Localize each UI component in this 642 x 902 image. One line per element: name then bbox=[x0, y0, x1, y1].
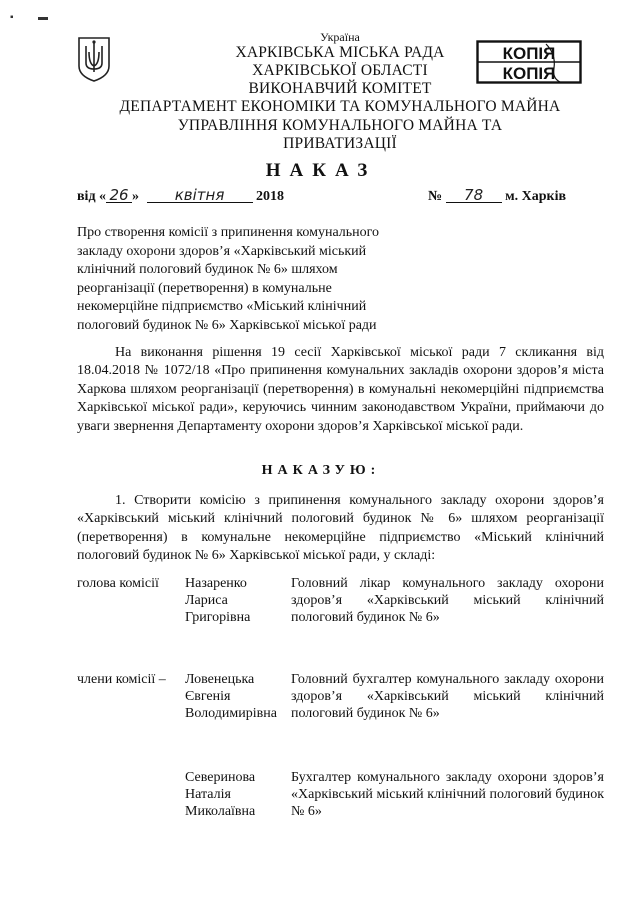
subject-line: Про створення комісії з припинення комунального bbox=[77, 225, 380, 240]
subject-line: закладу охорони здоров’я «Харківський міський bbox=[77, 243, 367, 259]
stamp-text: КОПІЯ bbox=[502, 44, 556, 63]
subject-line: пологовий будинок № 6» Харківської міської ради bbox=[77, 317, 377, 333]
header-department: ДЕПАРТАМЕНТ ЕКОНОМІКИ ТА КОМУНАЛЬНОГО МАЙНА bbox=[119, 98, 561, 115]
member-patronymic: Миколаївна bbox=[185, 803, 256, 819]
document-title: НАКАЗ bbox=[265, 160, 377, 181]
place: м. Харків bbox=[505, 189, 567, 204]
preamble-paragraph: На виконання рішення 19 сесії Харківської міської ради 7 скликання від 18.04.2018 № 1072/18 «Про припинення комунальних закладів охорони здоров’я міста Харкова шляхом реорганізації (перетворення) в комунальні некомерційні підприємства Харківської міської ради», керуючись чинним законодавством України, приймаючи до уваги звернення Департаменту охорони здоров’я Харківської міської ради. bbox=[77, 345, 604, 434]
member-position: Головний бухгалтер комунального закладу охорони здоров’я «Харківський міський клінічний пологовий будинок № 6» bbox=[291, 672, 604, 721]
order-heading: НАКАЗУЮ: bbox=[261, 463, 381, 478]
member-name bbox=[185, 770, 290, 820]
header-country: Україна bbox=[320, 30, 360, 44]
subject-line: некомерційне підприємство «Міський клінічний bbox=[77, 299, 367, 315]
member-position: Бухгалтер комунального закладу охорони здоров’я «Харківський міський клінічний пологовий будинок № 6» bbox=[291, 770, 604, 819]
member-first-name: Лариса bbox=[185, 592, 228, 608]
member-surname: Ловенецька bbox=[185, 672, 255, 687]
copy-stamp bbox=[476, 40, 582, 84]
member-patronymic: Володимирівна bbox=[185, 705, 277, 721]
header-directorate: УПРАВЛІННЯ КОМУНАЛЬНОГО МАЙНА ТА bbox=[177, 117, 503, 134]
stamp-text: КОПІЯ bbox=[502, 64, 556, 83]
header-region: ХАРКІВСЬКОЇ ОБЛАСТІ bbox=[252, 62, 428, 79]
member-first-name: Євгенія bbox=[185, 688, 231, 704]
member-patronymic: Григорівна bbox=[185, 609, 251, 625]
member-first-name: Наталія bbox=[185, 786, 231, 802]
order-subject bbox=[77, 224, 407, 336]
scan-mark: ▪ bbox=[10, 12, 14, 23]
number-value: 78 bbox=[446, 188, 502, 203]
date-year: 2018 bbox=[256, 189, 285, 204]
subject-line: клінічний пологовий будинок № 6» шляхом bbox=[77, 262, 338, 278]
member-role: голова комісії bbox=[77, 576, 159, 591]
header-directorate-cont: ПРИВАТИЗАЦІЇ bbox=[283, 135, 397, 152]
order-number bbox=[428, 188, 566, 205]
order-date bbox=[77, 188, 284, 205]
subject-line: реорганізації (перетворення) в комунальне bbox=[77, 280, 332, 296]
number-label: № bbox=[428, 189, 443, 204]
item-1-paragraph: 1. Створити комісію з припинення комунального закладу охорони здоров’я «Харківський міський клінічний пологовий будинок № 6» шляхом реорганізації (перетворення) в комунальне некомерційне підприємство «Міський клінічний пологовий будинок № 6» Харківської міської ради, у складі: bbox=[77, 493, 604, 564]
member-name bbox=[185, 672, 290, 722]
date-month: квітня bbox=[147, 188, 253, 203]
member-name bbox=[185, 576, 290, 626]
member-role: члени комісії – bbox=[77, 672, 166, 687]
scan-mark: ▬ bbox=[38, 12, 48, 23]
header-city-council: ХАРКІВСЬКА МІСЬКА РАДА bbox=[235, 44, 445, 61]
date-mid: » bbox=[132, 189, 140, 204]
header-executive-committee: ВИКОНАВЧИЙ КОМІТЕТ bbox=[248, 80, 432, 97]
member-surname: Назаренко bbox=[185, 576, 247, 591]
member-surname: Северинова bbox=[185, 770, 256, 785]
member-position: Головний лікар комунального закладу охорони здоров’я «Харківський міський клінічний пологовий будинок № 6» bbox=[291, 576, 604, 625]
date-day: 26 bbox=[106, 188, 132, 203]
date-prefix: від « bbox=[77, 189, 107, 204]
